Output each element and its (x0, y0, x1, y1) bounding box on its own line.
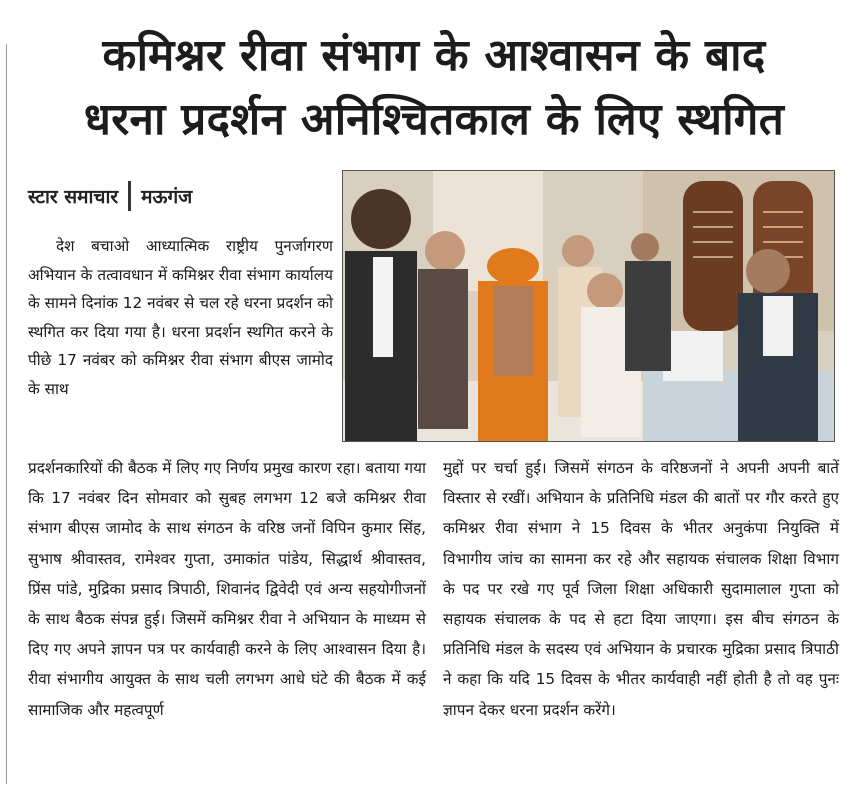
byline-source: स्टार समाचार (28, 186, 119, 208)
column-rule (6, 44, 7, 784)
meeting-photo (342, 170, 835, 442)
byline-separator (128, 181, 131, 211)
article-column-right: मुद्दों पर चर्चा हुई। जिसमें संगठन के वरिष्ठजनों ने अपनी अपनी बातें विस्तार से रखीं। अभियान के प्रतिनिधि मंडल की बातों पर गौर करते हुए कमिश्नर रीवा संभाग ने 15 दिवस के भीतर अनुकंपा नियुक्ति में विभागीय जांच का सामना कर रहे और सहायक संचालक शिक्षा विभाग के पद पर रखे गए पूर्व जिला शिक्षा अधिकारी सुदामालाल गुप्ता को सहायक संचालक के पद से हटा दिया जाएगा। इस बीच संगठन के प्रतिनिधि मंडल के सदस्य एवं अभियान के प्रचारक मुद्रिका प्रसाद त्रिपाठी ने कहा कि यदि 15 दिवस के भीतर कार्यवाही नहीं होती है तो वह पुनः ज्ञापन देकर धरना प्रदर्शन करेंगे। (443, 459, 839, 719)
headline-line-2: धरना प्रदर्शन अनिश्चितकाल के लिए स्थगित (83, 94, 785, 145)
byline (28, 178, 192, 214)
byline-location: मऊगंज (141, 186, 193, 208)
article-paragraph-intro: देश बचाओ आध्यात्मिक राष्ट्रीय पुनर्जागरण अभियान के तत्वावधान में कमिश्नर रीवा संभाग कार्यालय के सामने दिनांक 12 नवंबर से चल रहे धरना प्रदर्शन को स्थगित कर दिया गया है। धरना प्रदर्शन स्थगित करने के पीछे 17 नवंबर को कमिश्नर रीवा संभाग बीएस जामोद के साथ (28, 237, 333, 398)
headline (14, 24, 854, 152)
meeting-photo-illustration (343, 171, 835, 442)
article-column-left: प्रदर्शनकारियों की बैठक में लिए गए निर्णय प्रमुख कारण रहा। बताया गया कि 17 नवंबर दिन सोमवार को सुबह लगभग 12 बजे कमिश्नर रीवा संभाग बीएस जामोद के साथ संगठन के वरिष्ठ जनों विपिन कुमार सिंह, सुभाष श्रीवास्तव, रामेश्वर गुप्ता, उमाकांत पांडेय, सिद्धार्थ श्रीवास्तव, प्रिंस पांडे, मुद्रिका प्रसाद त्रिपाठी, शिवानंद द्विवेदी एवं अन्य सहयोगीजनों के साथ बैठक संपन्न हुई। जिसमें कमिश्नर रीवा ने अभियान के माध्यम से दिए गए अपने ज्ञापन पत्र पर कार्यवाही करने के लिए आश्वासन दिया है। रीवा संभागीय आयुक्त के साथ चली लगभग आधे घंटे की बैठक में कई सामाजिक और महत्वपूर्ण (28, 459, 426, 719)
headline-line-1: कमिश्नर रीवा संभाग के आश्वासन के बाद (102, 30, 766, 81)
